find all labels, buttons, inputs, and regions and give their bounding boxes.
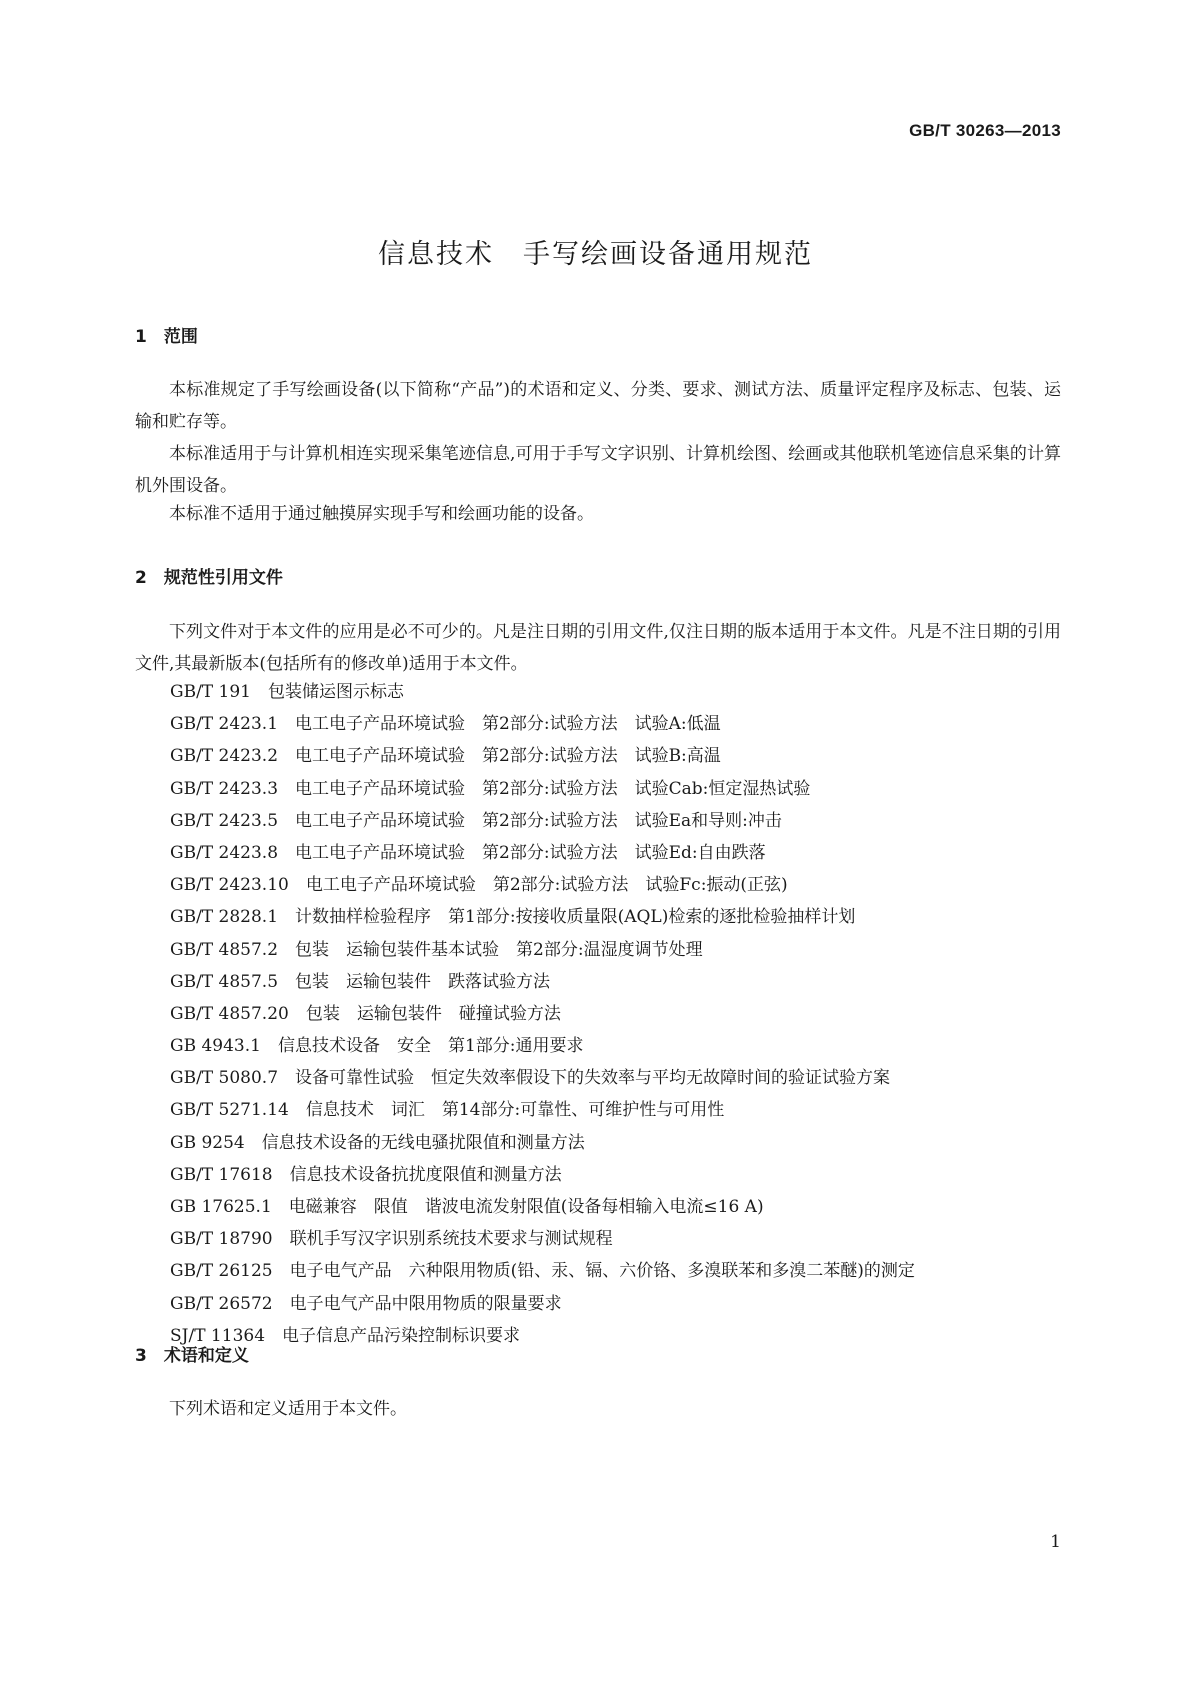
- reference-item: GB/T 2423.8 电工电子产品环境试验 第2部分:试验方法 试验Ed:自由跌落: [170, 842, 766, 863]
- standard-code: GB/T 30263—2013: [909, 121, 1061, 140]
- reference-item: GB/T 4857.5 包装 运输包装件 跌落试验方法: [170, 971, 551, 992]
- reference-item: GB 4943.1 信息技术设备 安全 第1部分:通用要求: [170, 1036, 584, 1057]
- reference-item: GB/T 4857.20 包装 运输包装件 碰撞试验方法: [170, 1003, 561, 1024]
- normative-reference-list: [170, 676, 915, 1352]
- page-number: 1: [1050, 1532, 1061, 1552]
- section-1-heading: 1 范围: [135, 327, 198, 347]
- reference-item: GB/T 4857.2 包装 运输包装件基本试验 第2部分:温湿度调节处理: [170, 939, 703, 960]
- section-2-heading: 2 规范性引用文件: [135, 568, 283, 588]
- reference-item: GB/T 2423.2 电工电子产品环境试验 第2部分:试验方法 试验B:高温: [170, 746, 721, 767]
- reference-item: GB 9254 信息技术设备的无线电骚扰限值和测量方法: [170, 1132, 585, 1153]
- document-title: 信息技术 手写绘画设备通用规范: [378, 239, 813, 270]
- section-1-paragraph: 本标准规定了手写绘画设备(以下简称“产品”)的术语和定义、分类、要求、测试方法、质量评定程序及标志、包装、运输和贮存等。: [135, 380, 1061, 432]
- reference-item: GB/T 2423.3 电工电子产品环境试验 第2部分:试验方法 试验Cab:恒定湿热试验: [170, 778, 811, 799]
- reference-item: GB/T 5080.7 设备可靠性试验 恒定失效率假设下的失效率与平均无故障时间的验证试验方案: [170, 1068, 891, 1089]
- section-3-heading: 3 术语和定义: [135, 1346, 249, 1366]
- reference-item: SJ/T 11364 电子信息产品污染控制标识要求: [170, 1325, 521, 1346]
- reference-item: GB/T 2828.1 计数抽样检验程序 第1部分:按接收质量限(AQL)检索的逐批检验抽样计划: [170, 907, 856, 928]
- reference-item: GB/T 2423.10 电工电子产品环境试验 第2部分:试验方法 试验Fc:振动(正弦): [170, 875, 788, 896]
- reference-item: GB/T 2423.1 电工电子产品环境试验 第2部分:试验方法 试验A:低温: [170, 714, 721, 735]
- reference-item: GB/T 5271.14 信息技术 词汇 第14部分:可靠性、可维护性与可用性: [170, 1100, 725, 1121]
- reference-item: GB/T 26572 电子电气产品中限用物质的限量要求: [170, 1293, 562, 1314]
- section-3-intro: 下列术语和定义适用于本文件。: [169, 1399, 407, 1419]
- section-1-paragraph: 本标准适用于与计算机相连实现采集笔迹信息,可用于手写文字识别、计算机绘图、绘画或其他联机笔迹信息采集的计算机外围设备。: [135, 444, 1061, 496]
- section-2-intro: 下列文件对于本文件的应用是必不可少的。凡是注日期的引用文件,仅注日期的版本适用于本文件。凡是不注日期的引用文件,其最新版本(包括所有的修改单)适用于本文件。: [135, 622, 1061, 674]
- reference-item: GB/T 17618 信息技术设备抗扰度限值和测量方法: [170, 1164, 562, 1185]
- reference-item: GB/T 2423.5 电工电子产品环境试验 第2部分:试验方法 试验Ea和导则:冲击: [170, 810, 782, 831]
- reference-item: GB 17625.1 电磁兼容 限值 谐波电流发射限值(设备每相输入电流≤16 A): [170, 1197, 764, 1217]
- reference-item: GB/T 191 包装储运图示标志: [170, 682, 404, 702]
- reference-item: GB/T 26125 电子电气产品 六种限用物质(铅、汞、镉、六价铬、多溴联苯和多溴二苯醚)的测定: [170, 1261, 915, 1282]
- section-1-paragraph: 本标准不适用于通过触摸屏实现手写和绘画功能的设备。: [169, 504, 594, 524]
- reference-item: GB/T 18790 联机手写汉字识别系统技术要求与测试规程: [170, 1229, 613, 1250]
